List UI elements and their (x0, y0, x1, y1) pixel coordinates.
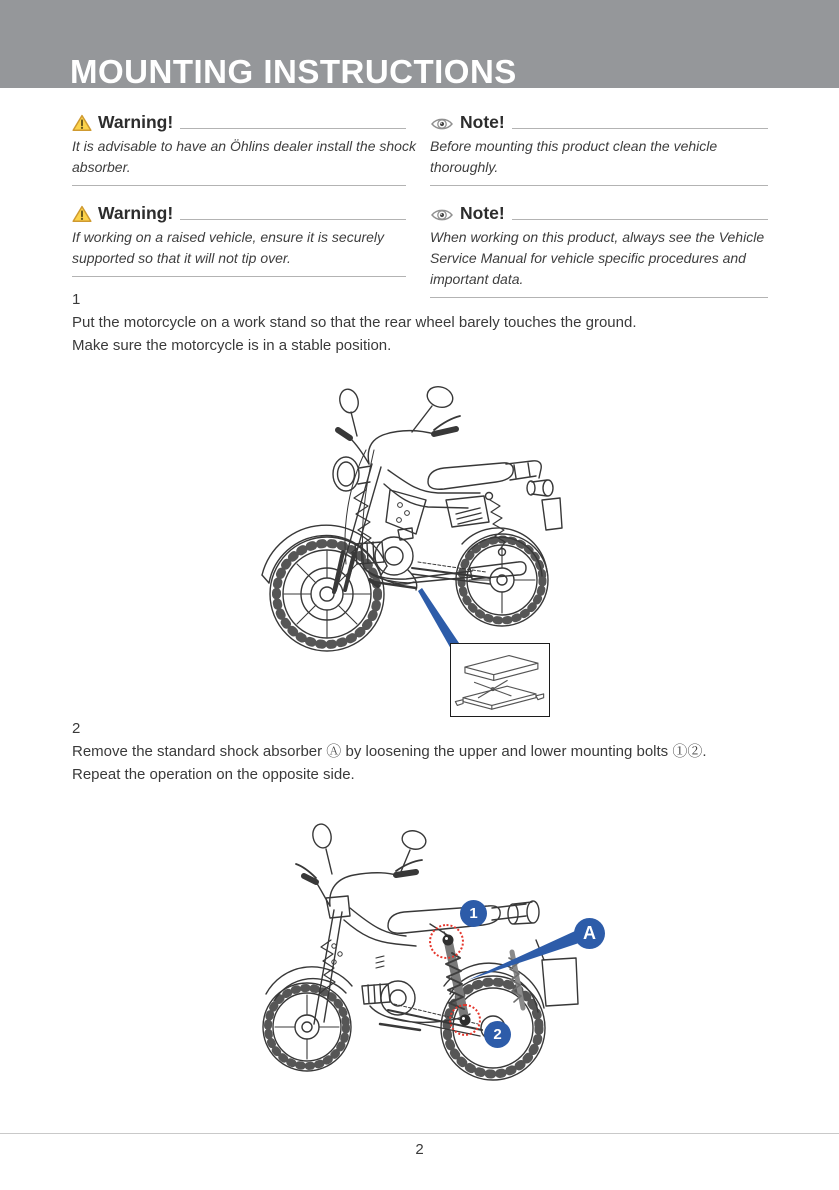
step-1-number: 1 (72, 291, 81, 308)
upper-bolt-highlight-circle (429, 924, 464, 959)
figure-motorcycle-work-stand (150, 372, 570, 722)
step-2-text-line-2: Repeat the operation on the opposite side. (72, 766, 355, 783)
callout-badge-1: 1 (460, 900, 487, 927)
motorcycle-line-art (230, 812, 650, 1107)
warning-body (72, 224, 406, 277)
callout-badge-a: A (574, 918, 605, 949)
warning-triangle-icon (72, 114, 92, 132)
lower-bolt-highlight-circle (449, 1004, 481, 1036)
notes-column (430, 111, 768, 314)
warning-heading: Warning! (98, 112, 174, 132)
page-title: MOUNTING INSTRUCTIONS (70, 53, 517, 90)
body-line: Service Manual for vehicle specific procedures and (430, 250, 746, 266)
body-line: absorber. (72, 159, 131, 175)
step-2-number: 2 (72, 720, 81, 737)
step-2-text-line-1: Remove the standard shock absorber Ⓐ by loosening the upper and lower mounting bolts ①②. (72, 743, 707, 760)
footer-divider (0, 1133, 839, 1134)
step-1-text-line-1: Put the motorcycle on a work stand so that the rear wheel barely touches the ground. (72, 314, 637, 331)
page-header (0, 0, 839, 88)
body-line: When working on this product, always see the Vehicle (430, 229, 765, 245)
step-1 (72, 288, 812, 357)
step-2 (72, 717, 812, 786)
heading-rule (180, 128, 406, 129)
warning-block-2 (72, 202, 406, 277)
step-1-text-line-2: Make sure the motorcycle is in a stable position. (72, 337, 392, 354)
note-body (430, 133, 768, 186)
shock-pointer-arrow (468, 926, 591, 980)
warning-body (72, 133, 416, 186)
heading-rule (180, 219, 406, 220)
note-heading: Note! (460, 112, 505, 132)
work-stand-pointer-arrow (418, 588, 459, 649)
body-line: important data. (430, 271, 524, 287)
heading-rule (512, 219, 768, 220)
note-heading: Note! (460, 203, 505, 223)
warning-block-1 (72, 111, 416, 186)
body-line: thoroughly. (430, 159, 499, 175)
eye-icon (430, 207, 454, 223)
note-body (430, 224, 768, 298)
body-line: supported so that it will not tip over. (72, 250, 291, 266)
page-number: 2 (415, 1141, 424, 1158)
eye-icon (430, 116, 454, 132)
warning-heading: Warning! (98, 203, 174, 223)
work-stand-inset (450, 643, 550, 717)
work-stand-drawing (451, 644, 548, 715)
warning-triangle-icon (72, 205, 92, 223)
callout-badge-2: 2 (484, 1021, 511, 1048)
body-line: It is advisable to have an Öhlins dealer install the shock (72, 138, 416, 154)
note-block-2 (430, 202, 768, 298)
heading-rule (512, 128, 768, 129)
body-line: If working on a raised vehicle, ensure it is securely (72, 229, 385, 245)
warnings-column (72, 111, 416, 293)
body-line: Before mounting this product clean the vehicle (430, 138, 718, 154)
figure-shock-removal (230, 812, 650, 1107)
note-block-1 (430, 111, 768, 186)
